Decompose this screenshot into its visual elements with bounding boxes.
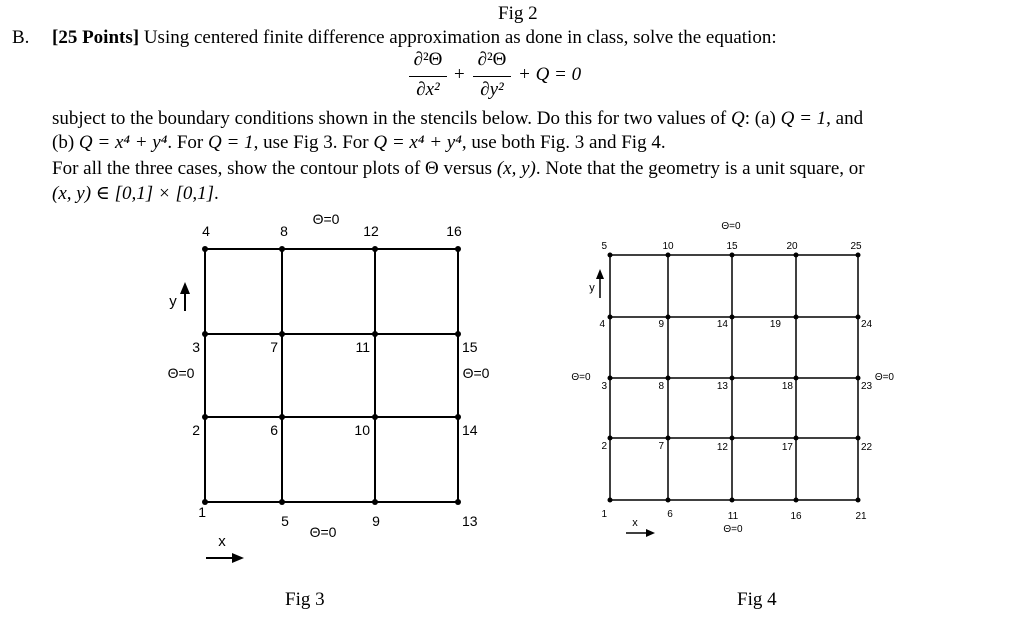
node-label: 5	[281, 513, 289, 529]
node-dot	[455, 246, 461, 252]
y-axis-label: y	[169, 293, 177, 310]
text-run: .	[213, 183, 219, 204]
node-dot	[730, 253, 735, 258]
node-label: 9	[372, 513, 380, 529]
eq-denominator-2: ∂y²	[480, 79, 504, 100]
bc-bottom: Θ=0	[309, 524, 337, 540]
math-run: Q = x⁴ + y⁴	[78, 132, 168, 153]
node-label: 20	[786, 241, 798, 252]
text-run: subject to the boundary conditions shown in the stencils below. Do this for two values of	[52, 108, 731, 129]
node-label: 15	[726, 241, 738, 252]
node-dot	[372, 414, 378, 420]
node-dot	[730, 436, 735, 441]
node-label: 11	[355, 339, 370, 355]
node-dot	[608, 498, 613, 503]
node-dot	[794, 498, 799, 503]
fig3-nodes	[202, 246, 461, 505]
node-dot	[666, 253, 671, 258]
eq-rest: + Q = 0	[518, 64, 582, 85]
text-run: (b)	[52, 132, 79, 153]
fig4-y-axis	[589, 269, 604, 298]
fig4-node-labels	[599, 241, 872, 522]
node-label: 10	[662, 241, 674, 252]
node-dot	[666, 315, 671, 320]
fig4-x-axis	[626, 517, 655, 537]
text-run: For all the three cases, show the contour plots of Θ versus	[52, 158, 497, 179]
node-dot	[202, 331, 208, 337]
text-run: . Note that the geometry is a unit square, or	[535, 158, 865, 179]
node-label: 17	[781, 442, 793, 453]
node-dot	[455, 499, 461, 505]
node-dot	[202, 246, 208, 252]
bc-left: Θ=0	[571, 372, 591, 383]
bc-top: Θ=0	[312, 211, 340, 227]
node-dot	[608, 376, 613, 381]
node-dot	[856, 253, 861, 258]
y-arrow-head	[180, 282, 190, 294]
node-dot	[372, 246, 378, 252]
node-dot	[455, 331, 461, 337]
y-arrow-head	[596, 269, 604, 279]
node-dot	[279, 331, 285, 337]
node-dot	[794, 436, 799, 441]
math-run: (x, y)	[496, 158, 536, 179]
node-dot	[730, 315, 735, 320]
eq-numerator-1: ∂²Θ	[413, 49, 443, 70]
node-label: 16	[446, 223, 462, 239]
node-label: 25	[850, 241, 862, 252]
part-label: B.	[12, 27, 30, 48]
node-dot	[856, 436, 861, 441]
node-label: 14	[462, 422, 478, 438]
eq-numerator-2: ∂²Θ	[477, 49, 507, 70]
points-label: [25 Points]	[52, 27, 140, 48]
node-dot	[794, 376, 799, 381]
node-label: 21	[855, 511, 867, 522]
fig4-caption: Fig 4	[737, 589, 777, 610]
node-label: 1	[198, 504, 206, 520]
problem-statement	[52, 27, 777, 49]
node-dot	[608, 436, 613, 441]
node-label: 9	[658, 319, 664, 330]
node-label: 3	[601, 381, 607, 392]
node-label: 4	[599, 319, 605, 330]
figure-top-label: Fig 2	[498, 3, 538, 24]
node-label: 4	[202, 223, 210, 239]
node-label: 2	[192, 422, 200, 438]
fig3-caption: Fig 3	[285, 589, 325, 610]
node-dot	[794, 253, 799, 258]
math-run: (x, y) ∈ [0,1] × [0,1]	[52, 183, 214, 204]
text-run: , use both Fig. 3 and Fig 4.	[461, 132, 666, 153]
text-run: . For	[167, 132, 209, 153]
math-run: Q	[730, 108, 745, 129]
node-dot	[666, 436, 671, 441]
body-line-4	[52, 183, 219, 205]
node-label: 7	[270, 339, 278, 355]
node-dot	[856, 376, 861, 381]
bc-left: Θ=0	[167, 365, 195, 381]
fig3-grid	[205, 249, 458, 502]
fraction-bar-1	[409, 76, 447, 77]
y-axis-label: y	[589, 282, 595, 294]
node-label: 7	[658, 441, 664, 452]
bc-top: Θ=0	[721, 221, 741, 232]
node-label: 10	[354, 422, 370, 438]
node-label: 8	[658, 381, 664, 392]
node-dot	[608, 315, 613, 320]
node-label: 13	[462, 513, 478, 529]
node-label: 5	[601, 241, 607, 252]
bc-bottom: Θ=0	[723, 524, 743, 535]
node-label: 23	[861, 381, 873, 392]
node-dot	[279, 414, 285, 420]
node-label: 1	[601, 509, 607, 520]
bc-right: Θ=0	[874, 372, 894, 383]
x-arrow-head	[646, 529, 655, 537]
node-dot	[372, 331, 378, 337]
node-label: 12	[716, 442, 728, 453]
eq-plus: +	[454, 64, 465, 85]
node-dot	[666, 498, 671, 503]
math-run: Q = x⁴ + y⁴	[373, 132, 462, 153]
node-label: 16	[790, 511, 802, 522]
node-dot	[372, 499, 378, 505]
fig3-y-axis	[169, 282, 190, 311]
node-label: 6	[270, 422, 278, 438]
node-label: 6	[667, 509, 673, 520]
node-dot	[856, 315, 861, 320]
math-run: Q = 1	[208, 132, 254, 153]
node-label: 19	[769, 319, 781, 330]
node-dot	[202, 414, 208, 420]
node-dot	[794, 315, 799, 320]
node-dot	[856, 498, 861, 503]
node-label: 13	[716, 381, 728, 392]
fig3-x-axis	[206, 533, 244, 563]
node-label: 14	[716, 319, 728, 330]
fig3-node-labels	[192, 223, 478, 529]
text-run: : (a)	[744, 108, 781, 129]
node-label: 15	[462, 339, 478, 355]
fig3-boundary-conditions	[168, 211, 490, 540]
text-run: , use Fig 3. For	[253, 132, 374, 153]
node-label: 18	[781, 381, 793, 392]
math-run: Q = 1	[780, 108, 827, 129]
fig3-stencil	[0, 205, 520, 565]
node-dot	[730, 498, 735, 503]
node-dot	[279, 246, 285, 252]
node-dot	[730, 376, 735, 381]
node-dot	[608, 253, 613, 258]
body-line-3	[52, 158, 865, 180]
eq-denominator-1: ∂x²	[416, 79, 440, 100]
node-dot	[455, 414, 461, 420]
node-dot	[279, 499, 285, 505]
bc-right: Θ=0	[462, 365, 490, 381]
node-label: 24	[861, 319, 873, 330]
node-label: 3	[192, 339, 200, 355]
node-label: 8	[280, 223, 288, 239]
fig4-stencil	[560, 215, 900, 545]
fraction-bar-2	[473, 76, 511, 77]
x-axis-label: x	[632, 517, 638, 529]
node-label: 12	[363, 223, 379, 239]
node-label: 11	[727, 511, 739, 522]
x-axis-label: x	[218, 533, 226, 550]
node-label: 2	[601, 441, 607, 452]
intro-text: Using centered finite difference approximation as done in class, solve the equation:	[143, 27, 777, 48]
node-dot	[666, 376, 671, 381]
x-arrow-head	[232, 553, 244, 563]
text-run: , and	[826, 108, 864, 129]
node-label: 22	[861, 442, 873, 453]
body-line-2	[52, 132, 666, 154]
body-line-1	[52, 108, 863, 130]
